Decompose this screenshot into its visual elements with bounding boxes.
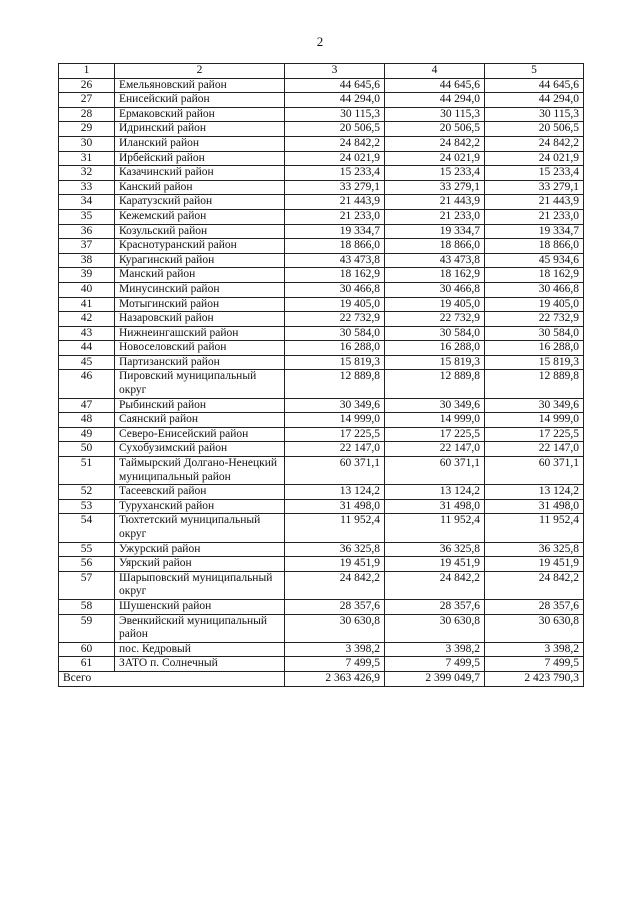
value-cell-col5: 30 584,0 — [485, 326, 584, 341]
row-number-cell: 37 — [59, 239, 115, 254]
value-cell-col4: 36 325,8 — [385, 542, 485, 557]
value-cell-col5: 3 398,2 — [485, 642, 584, 657]
district-name-cell: Эвенкийский муниципальный район — [115, 614, 285, 642]
row-number-cell: 29 — [59, 122, 115, 137]
district-name-cell: Каратузский район — [115, 195, 285, 210]
district-name-cell: Ермаковский район — [115, 107, 285, 122]
row-number-cell: 44 — [59, 341, 115, 356]
table-row — [59, 642, 584, 657]
row-number-cell: 42 — [59, 312, 115, 327]
value-cell-col4: 24 021,9 — [385, 151, 485, 166]
table-row — [59, 122, 584, 137]
value-cell-col3: 33 279,1 — [285, 180, 385, 195]
value-cell-col3: 28 357,6 — [285, 599, 385, 614]
value-cell-col5: 19 334,7 — [485, 224, 584, 239]
table-row — [59, 180, 584, 195]
value-cell-col5: 21 233,0 — [485, 209, 584, 224]
value-cell-col3: 12 889,8 — [285, 370, 385, 398]
value-cell-col4: 44 645,6 — [385, 78, 485, 93]
value-cell-col4: 33 279,1 — [385, 180, 485, 195]
value-cell-col5: 19 451,9 — [485, 557, 584, 572]
row-number-cell: 26 — [59, 78, 115, 93]
value-cell-col3: 19 405,0 — [285, 297, 385, 312]
table-row — [59, 442, 584, 457]
value-cell-col4: 18 162,9 — [385, 268, 485, 283]
value-cell-col3: 19 451,9 — [285, 557, 385, 572]
row-number-cell: 31 — [59, 151, 115, 166]
value-cell-col4: 7 499,5 — [385, 657, 485, 672]
value-cell-col3: 3 398,2 — [285, 642, 385, 657]
value-cell-col5: 36 325,8 — [485, 542, 584, 557]
value-cell-col3: 14 999,0 — [285, 413, 385, 428]
value-cell-col3: 17 225,5 — [285, 427, 385, 442]
total-value-col4: 2 399 049,7 — [385, 671, 485, 686]
row-number-cell: 46 — [59, 370, 115, 398]
value-cell-col4: 19 334,7 — [385, 224, 485, 239]
table-row — [59, 427, 584, 442]
table-row — [59, 370, 584, 398]
district-name-cell: Казачинский район — [115, 166, 285, 181]
value-cell-col4: 15 233,4 — [385, 166, 485, 181]
value-cell-col4: 22 732,9 — [385, 312, 485, 327]
row-number-cell: 51 — [59, 457, 115, 485]
total-row — [59, 671, 584, 686]
row-number-cell: 32 — [59, 166, 115, 181]
value-cell-col5: 30 630,8 — [485, 614, 584, 642]
district-name-cell: Емельяновский район — [115, 78, 285, 93]
district-name-cell: Мотыгинский район — [115, 297, 285, 312]
value-cell-col4: 30 115,3 — [385, 107, 485, 122]
value-cell-col5: 44 645,6 — [485, 78, 584, 93]
header-cell: 1 — [59, 64, 115, 79]
header-cell: 3 — [285, 64, 385, 79]
district-name-cell: Тюхтетский муниципальный округ — [115, 514, 285, 542]
value-cell-col4: 60 371,1 — [385, 457, 485, 485]
table-row — [59, 297, 584, 312]
value-cell-col5: 12 889,8 — [485, 370, 584, 398]
row-number-cell: 54 — [59, 514, 115, 542]
value-cell-col4: 21 443,9 — [385, 195, 485, 210]
district-name-cell: Уярский район — [115, 557, 285, 572]
value-cell-col4: 30 466,8 — [385, 282, 485, 297]
district-name-cell: Краснотуранский район — [115, 239, 285, 254]
row-number-cell: 53 — [59, 499, 115, 514]
table-row — [59, 166, 584, 181]
value-cell-col5: 28 357,6 — [485, 599, 584, 614]
value-cell-col5: 30 466,8 — [485, 282, 584, 297]
table-row — [59, 195, 584, 210]
value-cell-col5: 11 952,4 — [485, 514, 584, 542]
value-cell-col4: 19 451,9 — [385, 557, 485, 572]
table-row — [59, 542, 584, 557]
value-cell-col5: 17 225,5 — [485, 427, 584, 442]
value-cell-col5: 15 819,3 — [485, 355, 584, 370]
total-value-col5: 2 423 790,3 — [485, 671, 584, 686]
value-cell-col3: 13 124,2 — [285, 485, 385, 500]
row-number-cell: 52 — [59, 485, 115, 500]
value-cell-col3: 30 466,8 — [285, 282, 385, 297]
row-number-cell: 45 — [59, 355, 115, 370]
value-cell-col5: 22 732,9 — [485, 312, 584, 327]
district-name-cell: Минусинский район — [115, 282, 285, 297]
value-cell-col5: 15 233,4 — [485, 166, 584, 181]
table-row — [59, 557, 584, 572]
table-row — [59, 599, 584, 614]
table-row — [59, 657, 584, 672]
table-row — [59, 107, 584, 122]
value-cell-col3: 18 866,0 — [285, 239, 385, 254]
total-value-col3: 2 363 426,9 — [285, 671, 385, 686]
value-cell-col3: 44 294,0 — [285, 93, 385, 108]
table-row — [59, 398, 584, 413]
table-row — [59, 514, 584, 542]
value-cell-col3: 20 506,5 — [285, 122, 385, 137]
row-number-cell: 35 — [59, 209, 115, 224]
value-cell-col4: 16 288,0 — [385, 341, 485, 356]
district-name-cell: Манский район — [115, 268, 285, 283]
value-cell-col4: 22 147,0 — [385, 442, 485, 457]
district-name-cell: Иланский район — [115, 136, 285, 151]
district-name-cell: Таймырский Долгано-Ненецкий муниципальный район — [115, 457, 285, 485]
district-name-cell: Курагинский район — [115, 253, 285, 268]
table-row — [59, 614, 584, 642]
value-cell-col3: 44 645,6 — [285, 78, 385, 93]
table-row — [59, 312, 584, 327]
table-row — [59, 485, 584, 500]
value-cell-col5: 19 405,0 — [485, 297, 584, 312]
value-cell-col4: 17 225,5 — [385, 427, 485, 442]
value-cell-col5: 24 842,2 — [485, 571, 584, 599]
district-name-cell: Нижнеингашский район — [115, 326, 285, 341]
district-name-cell: ЗАТО п. Солнечный — [115, 657, 285, 672]
table-row — [59, 268, 584, 283]
district-name-cell: пос. Кедровый — [115, 642, 285, 657]
table-row — [59, 224, 584, 239]
value-cell-col3: 30 630,8 — [285, 614, 385, 642]
table-row — [59, 253, 584, 268]
value-cell-col4: 21 233,0 — [385, 209, 485, 224]
value-cell-col4: 30 349,6 — [385, 398, 485, 413]
row-number-cell: 50 — [59, 442, 115, 457]
district-name-cell: Северо-Енисейский район — [115, 427, 285, 442]
table-header-row — [59, 64, 584, 79]
value-cell-col4: 3 398,2 — [385, 642, 485, 657]
value-cell-col4: 19 405,0 — [385, 297, 485, 312]
row-number-cell: 43 — [59, 326, 115, 341]
header-cell: 4 — [385, 64, 485, 79]
district-name-cell: Туруханский район — [115, 499, 285, 514]
value-cell-col5: 45 934,6 — [485, 253, 584, 268]
district-name-cell: Шушенский район — [115, 599, 285, 614]
value-cell-col5: 33 279,1 — [485, 180, 584, 195]
total-label-cell: Всего — [59, 671, 285, 686]
row-number-cell: 27 — [59, 93, 115, 108]
table-row — [59, 209, 584, 224]
table-row — [59, 499, 584, 514]
row-number-cell: 47 — [59, 398, 115, 413]
table-row — [59, 136, 584, 151]
value-cell-col4: 30 630,8 — [385, 614, 485, 642]
value-cell-col4: 43 473,8 — [385, 253, 485, 268]
value-cell-col5: 24 842,2 — [485, 136, 584, 151]
value-cell-col4: 12 889,8 — [385, 370, 485, 398]
table-row — [59, 413, 584, 428]
value-cell-col5: 44 294,0 — [485, 93, 584, 108]
value-cell-col3: 7 499,5 — [285, 657, 385, 672]
value-cell-col4: 44 294,0 — [385, 93, 485, 108]
header-cell: 2 — [115, 64, 285, 79]
value-cell-col5: 22 147,0 — [485, 442, 584, 457]
row-number-cell: 60 — [59, 642, 115, 657]
row-number-cell: 61 — [59, 657, 115, 672]
district-name-cell: Енисейский район — [115, 93, 285, 108]
value-cell-col4: 20 506,5 — [385, 122, 485, 137]
district-name-cell: Ирбейский район — [115, 151, 285, 166]
district-name-cell: Партизанский район — [115, 355, 285, 370]
value-cell-col5: 24 021,9 — [485, 151, 584, 166]
value-cell-col3: 24 842,2 — [285, 136, 385, 151]
value-cell-col4: 18 866,0 — [385, 239, 485, 254]
district-name-cell: Канский район — [115, 180, 285, 195]
value-cell-col5: 16 288,0 — [485, 341, 584, 356]
value-cell-col3: 60 371,1 — [285, 457, 385, 485]
value-cell-col4: 30 584,0 — [385, 326, 485, 341]
value-cell-col4: 11 952,4 — [385, 514, 485, 542]
row-number-cell: 55 — [59, 542, 115, 557]
value-cell-col4: 31 498,0 — [385, 499, 485, 514]
value-cell-col5: 14 999,0 — [485, 413, 584, 428]
district-name-cell: Пировский муниципальный округ — [115, 370, 285, 398]
table-row — [59, 93, 584, 108]
value-cell-col3: 15 233,4 — [285, 166, 385, 181]
page-number: 2 — [316, 34, 324, 49]
value-cell-col5: 30 115,3 — [485, 107, 584, 122]
table-row — [59, 341, 584, 356]
value-cell-col5: 18 866,0 — [485, 239, 584, 254]
value-cell-col3: 22 732,9 — [285, 312, 385, 327]
value-cell-col3: 18 162,9 — [285, 268, 385, 283]
table-row — [59, 355, 584, 370]
district-name-cell: Кежемский район — [115, 209, 285, 224]
district-name-cell: Идринский район — [115, 122, 285, 137]
district-name-cell: Новоселовский район — [115, 341, 285, 356]
table-row — [59, 239, 584, 254]
value-cell-col3: 11 952,4 — [285, 514, 385, 542]
row-number-cell: 49 — [59, 427, 115, 442]
district-name-cell: Тасеевский район — [115, 485, 285, 500]
row-number-cell: 34 — [59, 195, 115, 210]
row-number-cell: 58 — [59, 599, 115, 614]
value-cell-col3: 36 325,8 — [285, 542, 385, 557]
row-number-cell: 59 — [59, 614, 115, 642]
allocation-table — [58, 63, 584, 687]
row-number-cell: 39 — [59, 268, 115, 283]
value-cell-col3: 21 233,0 — [285, 209, 385, 224]
district-name-cell: Ужурский район — [115, 542, 285, 557]
table-row — [59, 151, 584, 166]
row-number-cell: 56 — [59, 557, 115, 572]
value-cell-col5: 7 499,5 — [485, 657, 584, 672]
row-number-cell: 57 — [59, 571, 115, 599]
value-cell-col3: 21 443,9 — [285, 195, 385, 210]
table-row — [59, 457, 584, 485]
district-name-cell: Сухобузимский район — [115, 442, 285, 457]
district-name-cell: Шарыповский муниципальный округ — [115, 571, 285, 599]
value-cell-col3: 15 819,3 — [285, 355, 385, 370]
value-cell-col5: 18 162,9 — [485, 268, 584, 283]
row-number-cell: 36 — [59, 224, 115, 239]
row-number-cell: 38 — [59, 253, 115, 268]
row-number-cell: 40 — [59, 282, 115, 297]
value-cell-col4: 13 124,2 — [385, 485, 485, 500]
district-name-cell: Назаровский район — [115, 312, 285, 327]
value-cell-col5: 20 506,5 — [485, 122, 584, 137]
table-row — [59, 282, 584, 297]
row-number-cell: 30 — [59, 136, 115, 151]
row-number-cell: 28 — [59, 107, 115, 122]
value-cell-col3: 16 288,0 — [285, 341, 385, 356]
value-cell-col5: 31 498,0 — [485, 499, 584, 514]
value-cell-col3: 24 842,2 — [285, 571, 385, 599]
value-cell-col5: 60 371,1 — [485, 457, 584, 485]
row-number-cell: 33 — [59, 180, 115, 195]
row-number-cell: 41 — [59, 297, 115, 312]
header-cell: 5 — [485, 64, 584, 79]
table-row — [59, 326, 584, 341]
value-cell-col4: 15 819,3 — [385, 355, 485, 370]
table-row — [59, 571, 584, 599]
value-cell-col3: 30 115,3 — [285, 107, 385, 122]
value-cell-col3: 30 584,0 — [285, 326, 385, 341]
value-cell-col3: 19 334,7 — [285, 224, 385, 239]
district-name-cell: Саянский район — [115, 413, 285, 428]
value-cell-col3: 43 473,8 — [285, 253, 385, 268]
value-cell-col5: 30 349,6 — [485, 398, 584, 413]
value-cell-col4: 28 357,6 — [385, 599, 485, 614]
value-cell-col3: 31 498,0 — [285, 499, 385, 514]
row-number-cell: 48 — [59, 413, 115, 428]
table-row — [59, 78, 584, 93]
value-cell-col3: 30 349,6 — [285, 398, 385, 413]
value-cell-col4: 24 842,2 — [385, 136, 485, 151]
district-name-cell: Козульский район — [115, 224, 285, 239]
value-cell-col3: 24 021,9 — [285, 151, 385, 166]
value-cell-col5: 21 443,9 — [485, 195, 584, 210]
value-cell-col3: 22 147,0 — [285, 442, 385, 457]
district-name-cell: Рыбинский район — [115, 398, 285, 413]
value-cell-col4: 24 842,2 — [385, 571, 485, 599]
value-cell-col4: 14 999,0 — [385, 413, 485, 428]
value-cell-col5: 13 124,2 — [485, 485, 584, 500]
